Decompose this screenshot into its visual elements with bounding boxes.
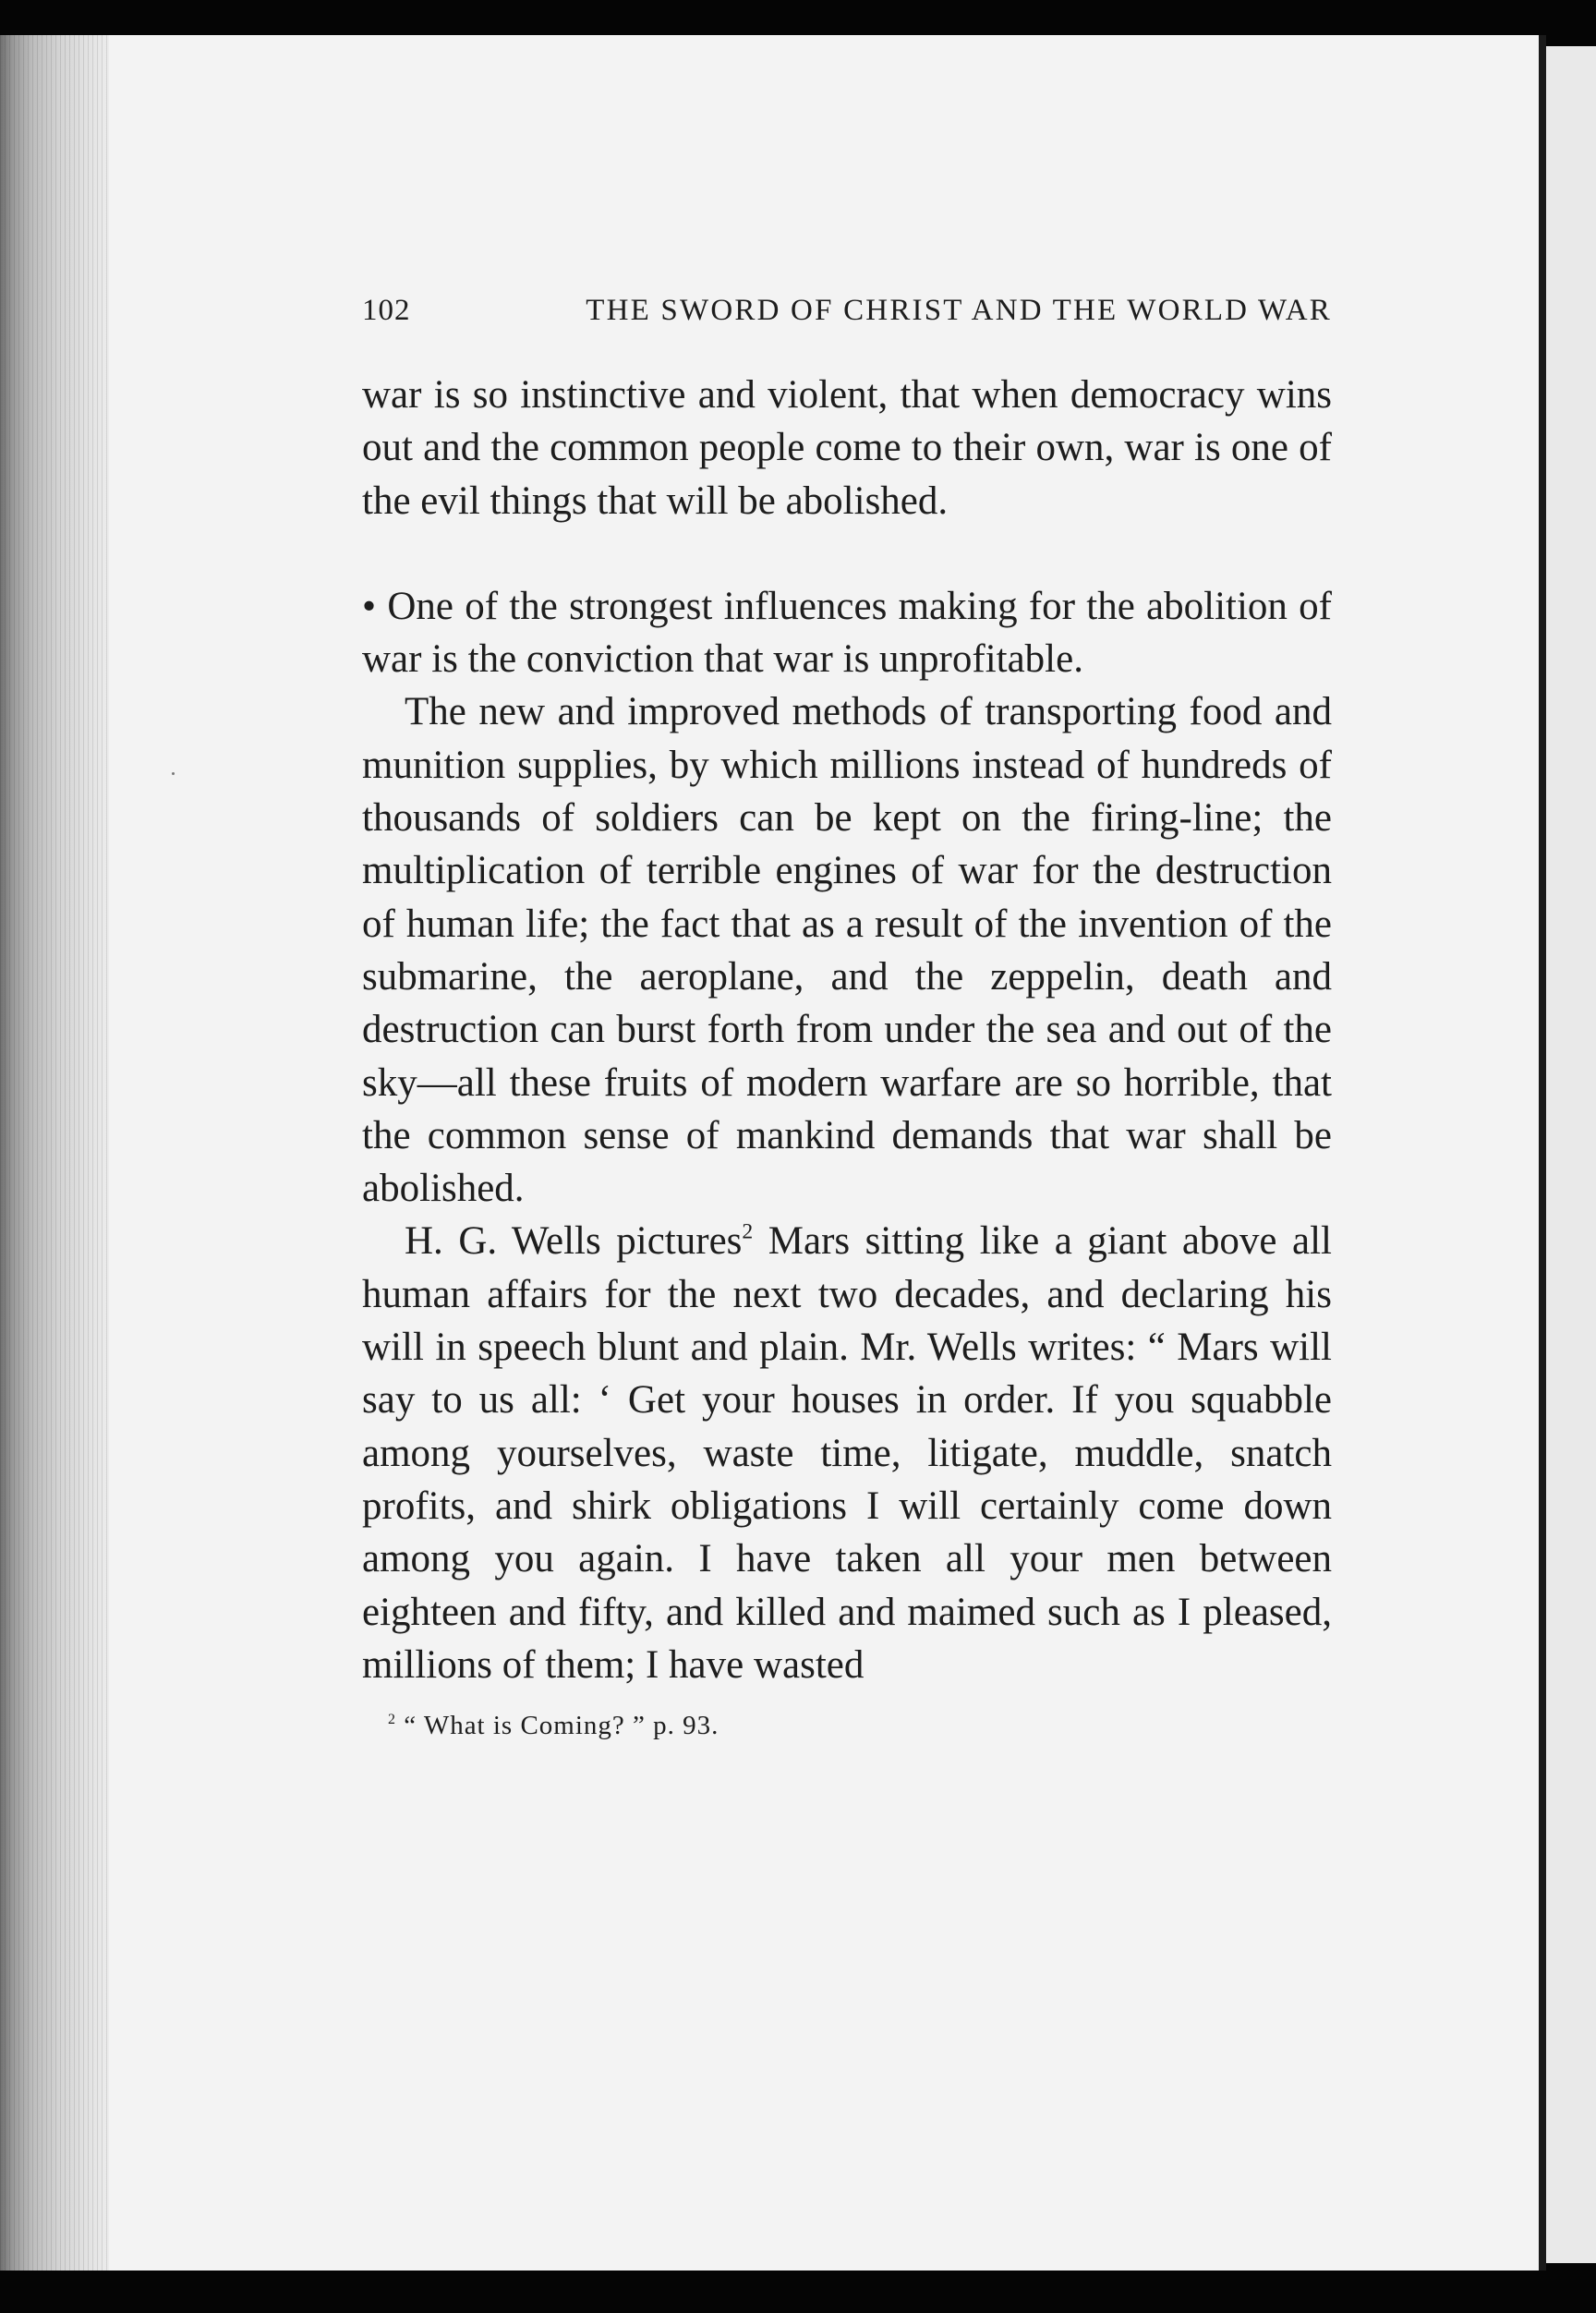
paragraph-wells [362,1215,1332,1691]
book-title: THE SWORD OF CHRIST AND THE WORLD WAR [586,294,1332,327]
facing-page-edge [1546,46,1596,2263]
paragraph-influences: • One of the strongest influences making for the abolition of war is the conviction that war is unprofitable. [362,584,1332,682]
footnote-mark: 2 [388,1711,396,1727]
footnote-reference: 2 [742,1219,754,1244]
running-head [362,296,1332,326]
footnote-text: “ What is Coming? ” p. 93. [395,1711,719,1741]
footnote [362,1710,1332,1742]
paragraph-methods: The new and improved methods of transporting food and munition supplies, by which millions instead of hundreds of thousands of soldiers can be kept on the firing-line; the multiplication of terrible engines of war for the destruction of human life; the fact that as a result of the invention of the submarine, the aeroplane, and the zeppelin, death and destruction can burst forth from under the sea and out of the sky—all these fruits of modern warfare are so horrible, that the common sense of mankind demands that war shall be abolished. [362,690,1332,1211]
paper-speck [172,772,175,775]
paragraph-continuation: war is so instinctive and violent, that when democracy wins out and the common people come to their own, war is one of the evil things that will be abolished. [362,373,1332,523]
page-number: 102 [362,294,411,327]
book-page-edge-lines [0,35,109,2271]
wells-text-rest: Mars sitting like a giant above all human affairs for the next two decades, and declaring his will in speech blunt and plain. Mr. Wells writes: “ Mars will say to us all: ‘ Get your houses in order. If you squabble among yourselves, waste time, litigate, muddle, snatch profits, and shirk obligations I will certainly come down among you again. I have taken all your men between eighteen and fifty, and killed and maimed such as I pleased, millions of them; I have wasted [362,1219,1332,1687]
gutter-shadow [1539,35,1546,2271]
wells-text-start: H. G. Wells pictures [405,1219,743,1264]
page-text [362,296,1332,1742]
